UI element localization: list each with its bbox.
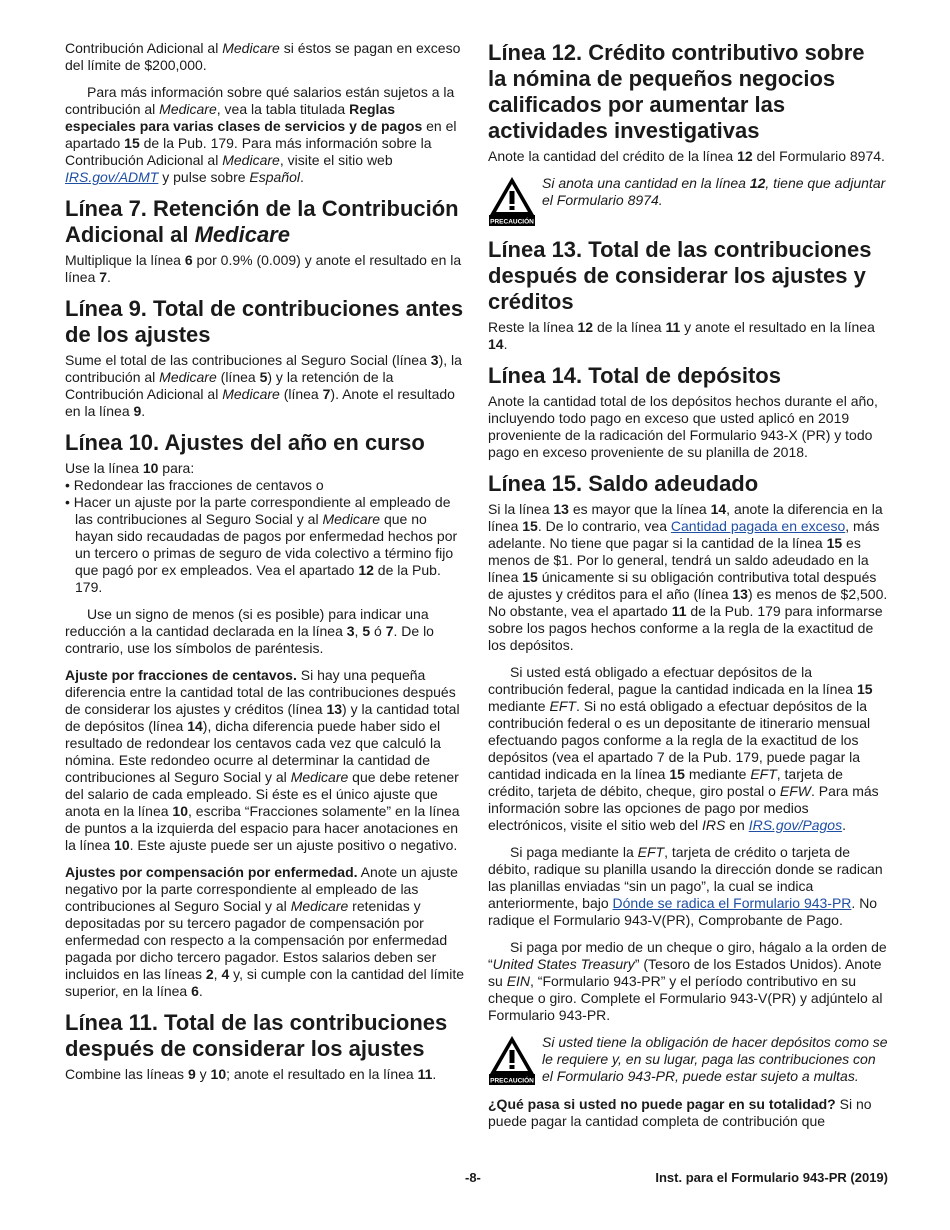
paragraph-line-11: Combine las líneas 9 y 10; anote el resultado en la línea 11.	[65, 1066, 437, 1082]
paragraph-medicare-info: Para más información sobre qué salarios están sujetos a la contribución al Medicare, vea la tabla titulada Reglas especiales para varias clases de servicios y de pagos en el apartado 15 de la Pub. 179. Para más información sobre la Contribución Adicional al Medicare, visite el sitio web IRS.gov/ADMT y pulse sobre Español.	[65, 84, 457, 185]
heading-line-11: Línea 11. Total de las contribuciones después de considerar los ajustes	[65, 1010, 448, 1061]
heading-line-12: Línea 12. Crédito contributivo sobre la nómina de pequeños negocios calificados por aumentar las actividades investigativas	[488, 40, 865, 143]
heading-line-7: Línea 7. Retención de la Contribución Adicional al Medicare	[65, 196, 459, 247]
paragraph-line-7: Multiplique la línea 6 por 0.9% (0.009) y anote el resultado en la línea 7.	[65, 252, 462, 285]
paragraph-tarjeta: Si paga mediante la EFT, tarjeta de crédito o tarjeta de débito, radique su planilla usando la dirección donde se radican las planillas enviadas “sin un pago”, la cual se indica anteriormente, bajo Dónde se radica el Formulario 943-PR. No radique el Formulario 943-V(PR), Comprobante de Pago.	[488, 844, 883, 928]
caution-icon	[488, 1034, 536, 1086]
caution-icon	[488, 175, 536, 227]
list-item: • Redondear las fracciones de centavos o	[65, 477, 324, 493]
bullet-list	[65, 477, 465, 596]
paragraph-line-10-intro: Use la línea 10 para:	[65, 460, 195, 476]
caution-text: Si usted tiene la obligación de hacer depósitos como se le requiere y, en su lugar, paga las contribuciones con el Formulario 943-PR, puede estar sujeto a multas.	[542, 1034, 888, 1084]
heading-line-14: Línea 14. Total de depósitos	[488, 363, 781, 388]
paragraph-eft: Si usted está obligado a efectuar depósitos de la contribución federal, pague la cantidad indicada en la línea 15 mediante EFT. Si no está obligado a efectuar depósitos de la contribución federal o es un depositante de itinerario mensual efectuando pagos conforme a la regla de la exactitud de los depósitos (vea el apartado 7 de la Pub. 179, puede pagar la cantidad indicada en la línea 15 mediante EFT, tarjeta de crédito, tarjeta de débito, cheque, giro postal o EFW. Para más información sobre las opciones de pago por medios electrónicos, visite el sitio web del IRS en IRS.gov/Pagos.	[488, 664, 879, 833]
caution-box	[488, 1034, 888, 1086]
page-number: -8-	[465, 1170, 481, 1185]
left-column	[65, 40, 465, 1093]
link-irs-admt[interactable]: IRS.gov/ADMT	[65, 169, 159, 185]
heading-line-9: Línea 9. Total de contribuciones antes de los ajustes	[65, 296, 464, 347]
paragraph-line-9: Sume el total de las contribuciones al Seguro Social (línea 3), la contribución al Medicare (línea 5) y la retención de la Contribución Adicional al Medicare (línea 7). Anote el resultado en la línea 9.	[65, 352, 462, 419]
paragraph-que-pasa: ¿Qué pasa si usted no puede pagar en su totalidad? Si no puede pagar la cantidad completa de contribución que	[488, 1096, 872, 1129]
link-irs-pagos[interactable]: IRS.gov/Pagos	[748, 817, 843, 833]
footer-title: Inst. para el Formulario 943-PR (2019)	[655, 1170, 888, 1185]
paragraph-line-13: Reste la línea 12 de la línea 11 y anote el resultado en la línea 14.	[488, 319, 875, 352]
svg-text:PRECAUCIÓN: PRECAUCIÓN	[490, 218, 534, 226]
paragraph-line-14: Anote la cantidad total de los depósitos hechos durante el año, incluyendo todo pago en exceso que usted aplicó en 2019 proveniente de la radicación del Formulario 943-X (PR) y todo pago en exceso proveniente de su planilla de 2018.	[488, 393, 878, 460]
paragraph-fracciones: Ajuste por fracciones de centavos. Si hay una pequeña diferencia entre la cantidad total de las contribuciones después de considerar los ajustes y créditos (línea 13) y la cantidad total de depósitos (línea 14), dicha diferencia puede haber sido el resultado de redondear los centavos cada vez que calculó la nómina. Este redondeo ocurre al determinar la cantidad de contribuciones al Seguro Social y al Medicare que debe retener del salario de cada empleado. Si éste es el único ajuste que anota en la línea 10, escriba “Fracciones solamente” en la línea de puntos a la izquierda del espacio para hacer anotaciones en la línea 10. Este ajuste puede ser un ajuste positivo o negativo.	[65, 667, 460, 853]
svg-text:PRECAUCIÓN: PRECAUCIÓN	[490, 1077, 534, 1085]
caution-box	[488, 175, 888, 227]
link-cantidad-pagada[interactable]: Cantidad pagada en exceso	[670, 518, 846, 534]
list-item: • Hacer un ajuste por la parte correspondiente al empleado de las contribuciones al Seguro Social y al Medicare que no hayan sido recaudadas de pagos por enfermedad hechos por un tercero o primas de seguro de vida colectivo a término fijo que pagó por ex empleados. Vea el apartado 12 de la Pub. 179.	[65, 494, 458, 595]
right-column	[488, 40, 888, 1140]
heading-line-10: Línea 10. Ajustes del año en curso	[65, 430, 425, 455]
heading-line-15: Línea 15. Saldo adeudado	[488, 471, 759, 496]
heading-line-13: Línea 13. Total de las contribuciones después de considerar los ajustes y créditos	[488, 237, 872, 314]
paragraph-cheque: Si paga por medio de un cheque o giro, hágalo a la orden de “United States Treasury” (Tesoro de los Estados Unidos). Anote su EIN, “Formulario 943-PR” y el período contributivo en su cheque o giro. Complete el Formulario 943-V(PR) y adjúntelo al Formulario 943-PR.	[488, 939, 887, 1023]
paragraph-line-15: Si la línea 13 es mayor que la línea 14, anote la diferencia en la línea 15. De lo contrario, vea Cantidad pagada en exceso, más adelante. No tiene que pagar si la cantidad de la línea 15 es menos de $1. Por lo general, tendrá un saldo adeudado en la línea 15 únicamente si su obligación contributiva total después de ajustes y créditos para el año (línea 13) es menos de $2,500. No obstante, vea el apartado 11 de la Pub. 179 para informarse sobre los pagos hechos conforme a la regla de la exactitud de los depósitos.	[488, 501, 888, 653]
paragraph-minus-sign: Use un signo de menos (si es posible) para indicar una reducción a la cantidad declarada en la línea 3, 5 ó 7. De lo contrario, use los símbolos de paréntesis.	[65, 606, 434, 656]
caution-text: Si anota una cantidad en la línea 12, tiene que adjuntar el Formulario 8974.	[542, 175, 886, 208]
paragraph-continuation: Contribución Adicional al Medicare si éstos se pagan en exceso del límite de $200,000.	[65, 40, 461, 73]
paragraph-line-12: Anote la cantidad del crédito de la línea 12 del Formulario 8974.	[488, 148, 885, 164]
link-donde-se-radica[interactable]: Dónde se radica el Formulario 943-PR	[612, 895, 852, 911]
paragraph-enfermedad: Ajustes por compensación por enfermedad. Anote un ajuste negativo por la parte correspondiente al empleado de las contribuciones al Seguro Social y al Medicare retenidas y depositadas por su tercero pagador de compensación por enfermedad con respecto a la compensación por enfermedad pagada por dicho tercero pagador. Estos salarios deben ser incluidos en las líneas 2, 4 y, si cumple con la cantidad del límite superior, en la línea 6.	[65, 864, 464, 999]
